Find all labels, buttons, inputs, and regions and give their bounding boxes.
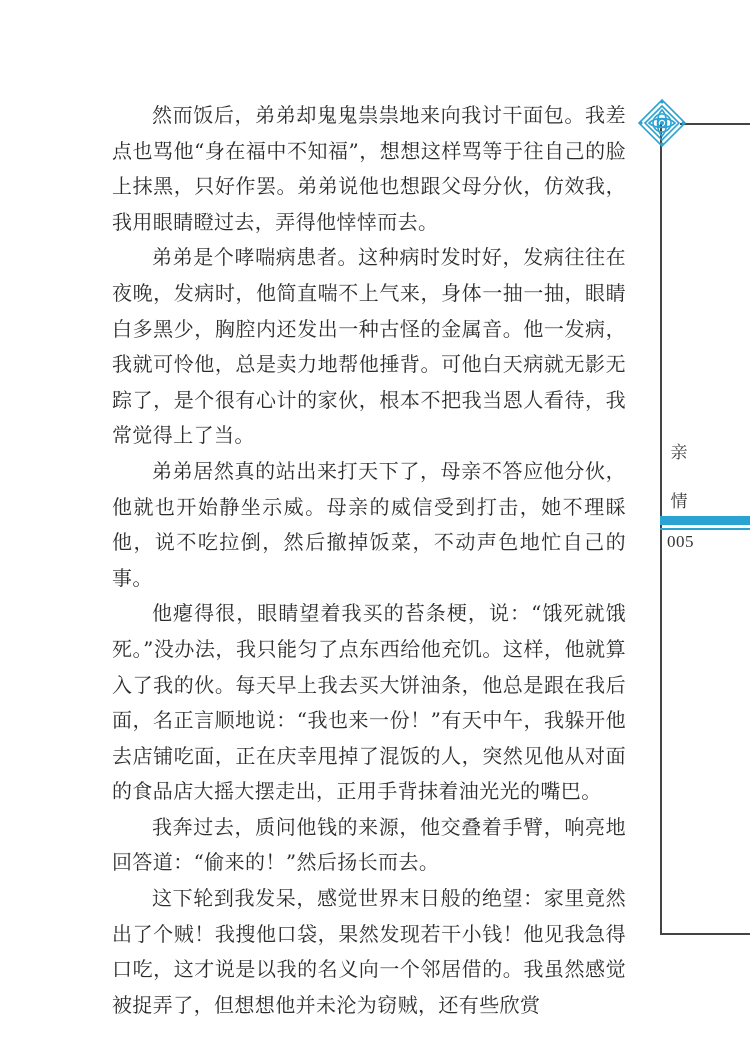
paragraph-6: 这下轮到我发呆，感觉世界末日般的绝望：家里竟然出了个贼！我搜他口袋，果然发现若干小钱！他见我急得口吃，这才说是以我的名义向一个邻居借的。我虽然感觉被捉弄了，但想想他并未沦为窃贼，还有些欣赏 [112,886,626,1017]
top-rule [680,123,750,125]
page-number: 005 [667,532,694,551]
paragraph-5: 我奔过去，质问他钱的来源，他交叠着手臂，响亮地回答道：“偷来的！”然后扬长而去。 [112,814,626,875]
bottom-rule [660,933,750,935]
ornament-icon [637,98,687,148]
chapter-label-char-2: 情 [670,492,688,512]
paragraph-4: 他瘪得很，眼睛望着我买的苔条梗，说：“饿死就饿死。”没办法，我只能匀了点东西给他充饥。这样，他就算入了我的伙。每天早上我去买大饼油条，他总是跟在我后面，名正言顺地说：“我也来一份！”有天中午，我躲开他去店铺吃面，正在庆幸甩掉了混饭的人，突然见他从对面的食品店大摇大摆走出，正用手背抹着油光光的嘴巴。 [112,601,626,804]
paragraph-3: 弟弟居然真的站出来打天下了，母亲不答应他分伙，他就也开始静坐示威。母亲的威信受到打击，她不理睬他，说不吃拉倒，然后撤掉饭菜，不动声色地忙自己的事。 [112,458,626,590]
accent-bar [660,516,750,525]
accent-line [660,528,750,530]
body-text [112,98,626,1023]
paragraph-2: 弟弟是个哮喘病患者。这种病时发时好，发病往往在夜晚，发病时，他简直喘不上气来，身体一抽一抽，眼睛白多黑少，胸腔内还发出一种古怪的金属音。他一发病，我就可怜他，总是卖力地帮他捶背。可他白天病就无影无踪了，是个很有心计的家伙，根本不把我当恩人看待，我常觉得上了当。 [112,245,626,448]
paragraph-1: 然而饭后，弟弟却鬼鬼祟祟地来向我讨干面包。我差点也骂他“身在福中不知福”，想想这样骂等于往自己的脸上抹黑，只好作罢。弟弟说他也想跟父母分伙，仿效我，我用眼睛瞪过去，弄得他悻悻而去。 [112,103,626,234]
chapter-label-char-1: 亲 [670,443,688,463]
